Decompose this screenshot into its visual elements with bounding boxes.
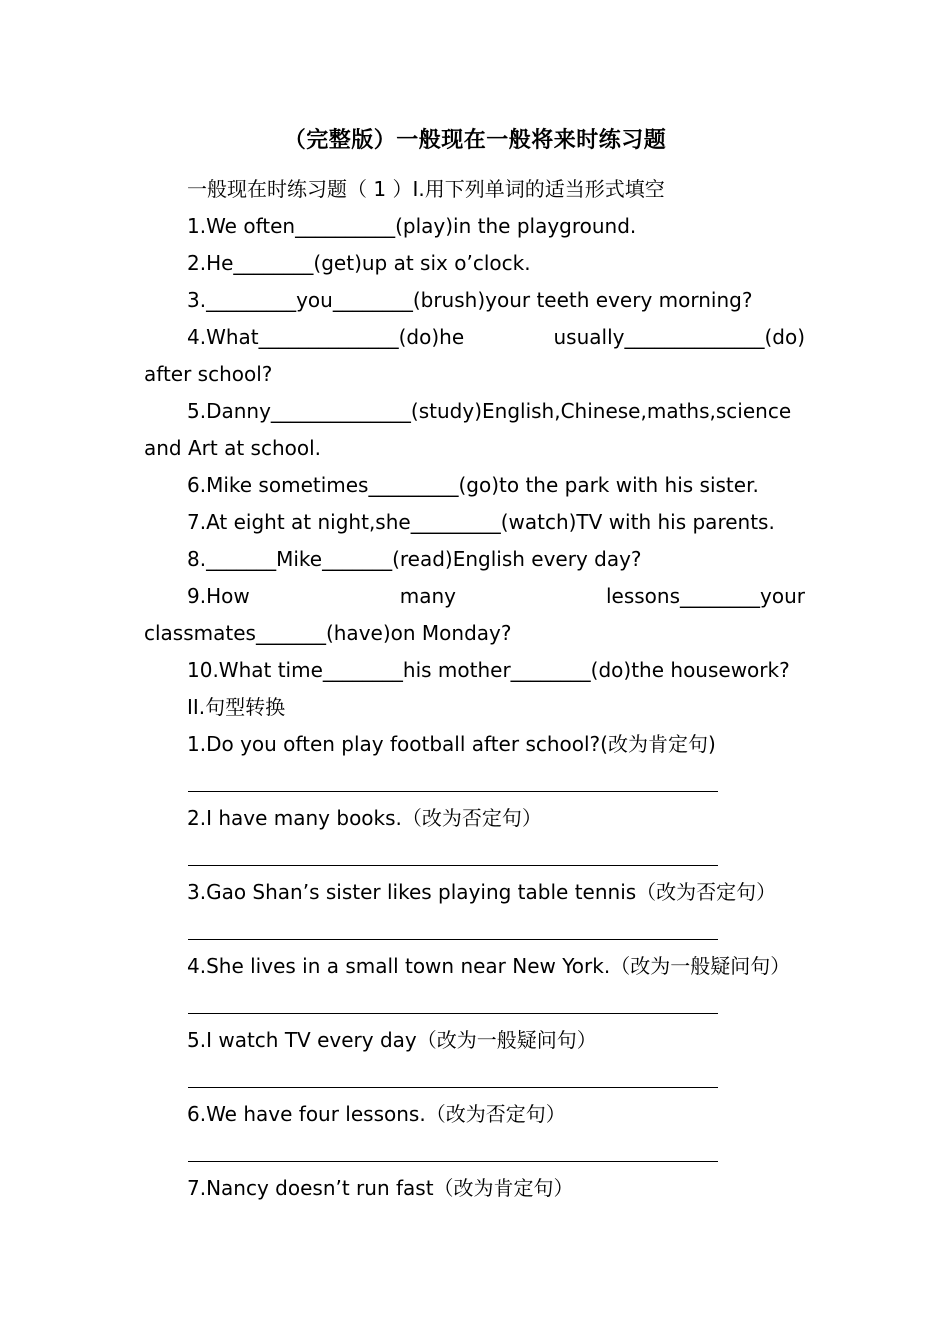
transform-question: 2.I have many books.（改为否定句） bbox=[187, 806, 542, 830]
transform-question: 7.Nancy doesn’t run fast（改为肯定句） bbox=[187, 1176, 574, 1200]
transform-question: 5.I watch TV every day（改为一般疑问句） bbox=[187, 1028, 597, 1052]
exercise-word: 9.How bbox=[187, 584, 250, 608]
exercise-word: usually______________(do) bbox=[553, 325, 805, 349]
answer-line bbox=[188, 865, 718, 866]
exercise-word: many bbox=[399, 584, 456, 608]
exercise-item: 2.He________(get)up at six o’clock. bbox=[187, 251, 531, 275]
exercise-item: 7.At eight at night,she_________(watch)TV with his parents. bbox=[187, 510, 775, 534]
exercise-item-continuation: after school? bbox=[144, 362, 273, 386]
exercise-item-continuation: classmates_______(have)on Monday? bbox=[144, 621, 512, 645]
exercise-word: 4.What______________(do)he bbox=[187, 325, 465, 349]
transform-question: 4.She lives in a small town near New York.（改为一般疑问句） bbox=[187, 954, 791, 978]
exercise-item: 8._______Mike_______(read)English every day? bbox=[187, 547, 642, 571]
transform-question: 1.Do you often play football after school?(改为肯定句) bbox=[187, 732, 716, 756]
transform-question: 6.We have four lessons.（改为否定句） bbox=[187, 1102, 566, 1126]
exercise-item-continuation: and Art at school. bbox=[144, 436, 322, 460]
exercise-item: 6.Mike sometimes_________(go)to the park with his sister. bbox=[187, 473, 759, 497]
section2-heading: II.句型转换 bbox=[187, 695, 286, 719]
exercise-item-justified bbox=[187, 319, 805, 356]
exercise-item: 1.We often__________(play)in the playground. bbox=[187, 214, 637, 238]
exercise-item: 5.Danny______________(study)English,Chinese,maths,science bbox=[187, 399, 792, 423]
answer-line bbox=[188, 939, 718, 940]
exercise-item: 10.What time________his mother________(do)the housework? bbox=[187, 658, 790, 682]
section1-heading: 一般现在时练习题（ 1 ）I.用下列单词的适当形式填空 bbox=[187, 177, 665, 201]
answer-line bbox=[188, 1013, 718, 1014]
transform-question: 3.Gao Shan’s sister likes playing table tennis（改为否定句） bbox=[187, 880, 777, 904]
page-title: （完整版）一般现在一般将来时练习题 bbox=[283, 127, 667, 153]
answer-line bbox=[188, 1161, 718, 1162]
exercise-word: lessons________your bbox=[605, 584, 805, 608]
answer-line bbox=[188, 1087, 718, 1088]
answer-line bbox=[188, 791, 718, 792]
exercise-item: 3._________you________(brush)your teeth every morning? bbox=[187, 288, 753, 312]
exercise-item-justified bbox=[187, 578, 805, 615]
